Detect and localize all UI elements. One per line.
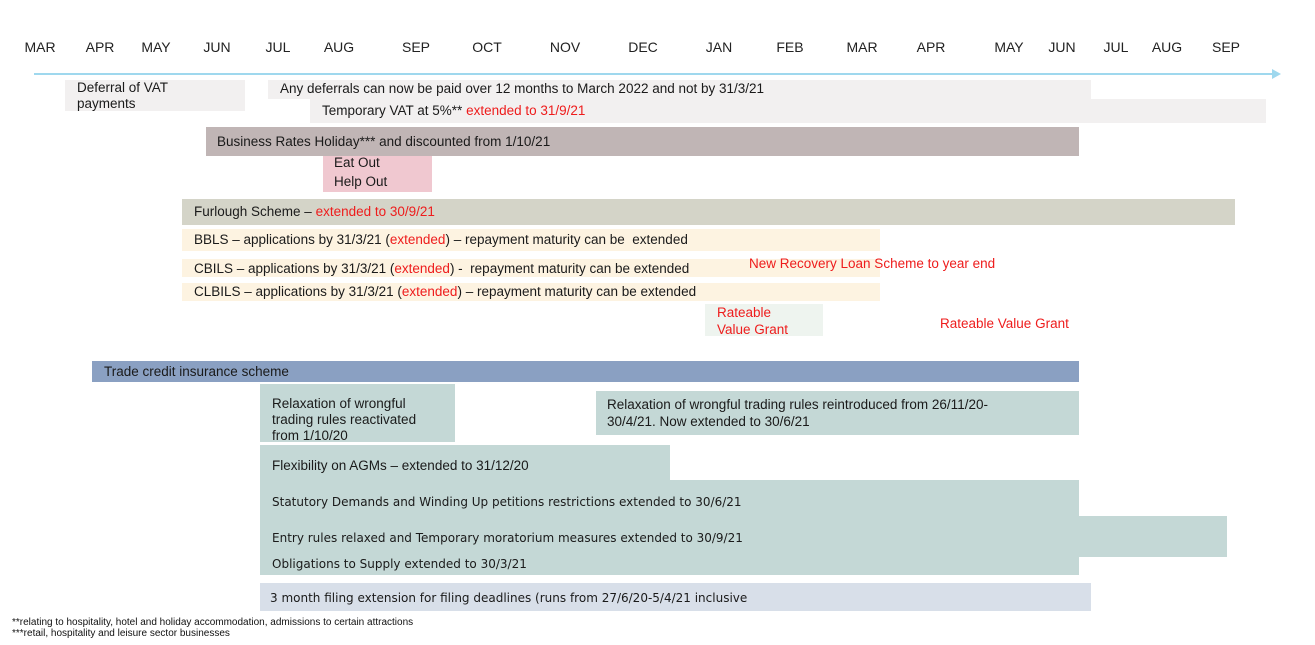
rateable-grant-box: [705, 304, 823, 336]
month-label: DEC: [628, 39, 658, 55]
furlough-text: Furlough Scheme –: [194, 204, 316, 219]
entry-rules-bar: [260, 516, 1227, 557]
month-label: NOV: [549, 39, 581, 55]
month-label: OCT: [472, 39, 502, 55]
month-label: JAN: [705, 39, 733, 55]
rateable-grant-label: Rateable Value Grant: [940, 316, 1069, 331]
ccff-bar: [92, 336, 888, 358]
clbils-pre: CLBILS – applications by 31/3/21 (: [194, 284, 402, 299]
month-label: APR: [85, 39, 115, 55]
eat-out-bar: [323, 156, 432, 192]
month-label: FEB: [776, 39, 804, 55]
agm-bar: [260, 445, 670, 481]
temporary-vat-bar: [310, 99, 1266, 123]
ccff-text: CCFF – Mar 21: [104, 337, 198, 352]
footnote-triple-star: ***retail, hospitality and leisure sector businesses: [12, 628, 230, 639]
vat-deferral-repay-bar: [268, 80, 1091, 99]
trade-credit-bar: [92, 361, 1079, 382]
vat-deferral-line1: Deferral of VAT: [77, 80, 169, 95]
month-label: MAY: [994, 39, 1024, 55]
bbls-pre: BBLS – applications by 31/3/21 (: [194, 232, 390, 247]
cbils-highlight: extended: [394, 261, 450, 276]
ccff-bar-top: [92, 330, 705, 336]
arrow-right-icon: [1272, 69, 1281, 79]
cbils-post: ) - repayment maturity can be extended: [449, 261, 690, 276]
footnote-double-star: **relating to hospitality, hotel and holiday accommodation, admissions to certain attractions: [12, 617, 414, 628]
agm-text: Flexibility on AGMs – extended to 31/12/20: [272, 458, 529, 473]
month-label: MAR: [846, 39, 878, 55]
vat-deferral-bar: [65, 80, 245, 111]
cbils-pre: CBILS – applications by 31/3/21 (: [194, 261, 395, 276]
month-label: SEP: [1211, 39, 1241, 55]
statutory-demands-text: Statutory Demands and Winding Up petitions restrictions extended to 30/6/21: [272, 495, 742, 509]
month-label: JUL: [1103, 39, 1129, 55]
wrongful-trading-1-line2: trading rules reactivated: [272, 412, 417, 427]
eat-out-line2: Help Out: [334, 174, 388, 189]
trade-credit-text: Trade credit insurance scheme: [104, 364, 289, 379]
bbls-bar: [182, 229, 880, 251]
furlough-highlight: extended to 30/9/21: [315, 204, 435, 219]
timeline-axis: [34, 73, 1274, 75]
month-label: MAY: [141, 39, 171, 55]
bbls-highlight: extended: [389, 232, 446, 247]
wrongful-trading-2-line1: Relaxation of wrongful trading rules reintroduced from 26/11/20-: [607, 397, 988, 412]
obligations-supply-text: Obligations to Supply extended to 30/3/21: [272, 557, 527, 571]
entry-rules-text: Entry rules relaxed and Temporary moratorium measures extended to 30/9/21: [272, 531, 743, 545]
clbils-post: ) – repayment maturity can be extended: [457, 284, 697, 299]
business-rates-bar: [206, 127, 1079, 156]
month-label: JUL: [265, 39, 291, 55]
eat-out-line1: Eat Out: [334, 155, 380, 170]
ccff-bar-top-right: [823, 330, 888, 336]
rateable-grant-line1: Rateable: [717, 305, 772, 320]
clbils-highlight: extended: [401, 284, 458, 299]
wrongful-trading-1-bar: [260, 384, 455, 442]
month-label: MAR: [24, 39, 56, 55]
bbls-post: ) – repayment maturity can be extended: [445, 232, 688, 247]
business-rates-text: Business Rates Holiday*** and discounted from 1/10/21: [217, 134, 551, 149]
wrongful-trading-1-line1: Relaxation of wrongful: [272, 396, 406, 411]
temporary-vat-highlight: extended to 31/9/21: [466, 103, 586, 118]
wrongful-trading-2-bar: [596, 391, 1079, 435]
obligations-supply-bar: [260, 555, 1079, 575]
vat-deferral-repay-text: Any deferrals can now be paid over 12 months to March 2022 and not by 31/3/21: [280, 81, 765, 96]
filing-extension-bar: [260, 583, 1091, 611]
month-label: SEP: [401, 39, 431, 55]
filing-extension-text: 3 month filing extension for filing deadlines (runs from 27/6/20-5/4/21 inclusive: [270, 591, 748, 605]
month-label: AUG: [1151, 39, 1183, 55]
clbils-bar: [182, 283, 880, 301]
furlough-bar: [182, 199, 1235, 225]
month-label: JUN: [1048, 39, 1076, 55]
month-label: AUG: [323, 39, 355, 55]
vat-deferral-line2: payments: [77, 96, 136, 111]
wrongful-trading-1-line3: from 1/10/20: [272, 428, 348, 442]
month-label: JUN: [203, 39, 231, 55]
recovery-loan-label: New Recovery Loan Scheme to year end: [749, 256, 996, 271]
wrongful-trading-2-line2: 30/4/21. Now extended to 30/6/21: [607, 414, 810, 429]
temporary-vat-text: Temporary VAT at 5%**: [322, 103, 467, 118]
month-label: APR: [916, 39, 946, 55]
rateable-grant-line2: Value Grant: [717, 322, 789, 337]
